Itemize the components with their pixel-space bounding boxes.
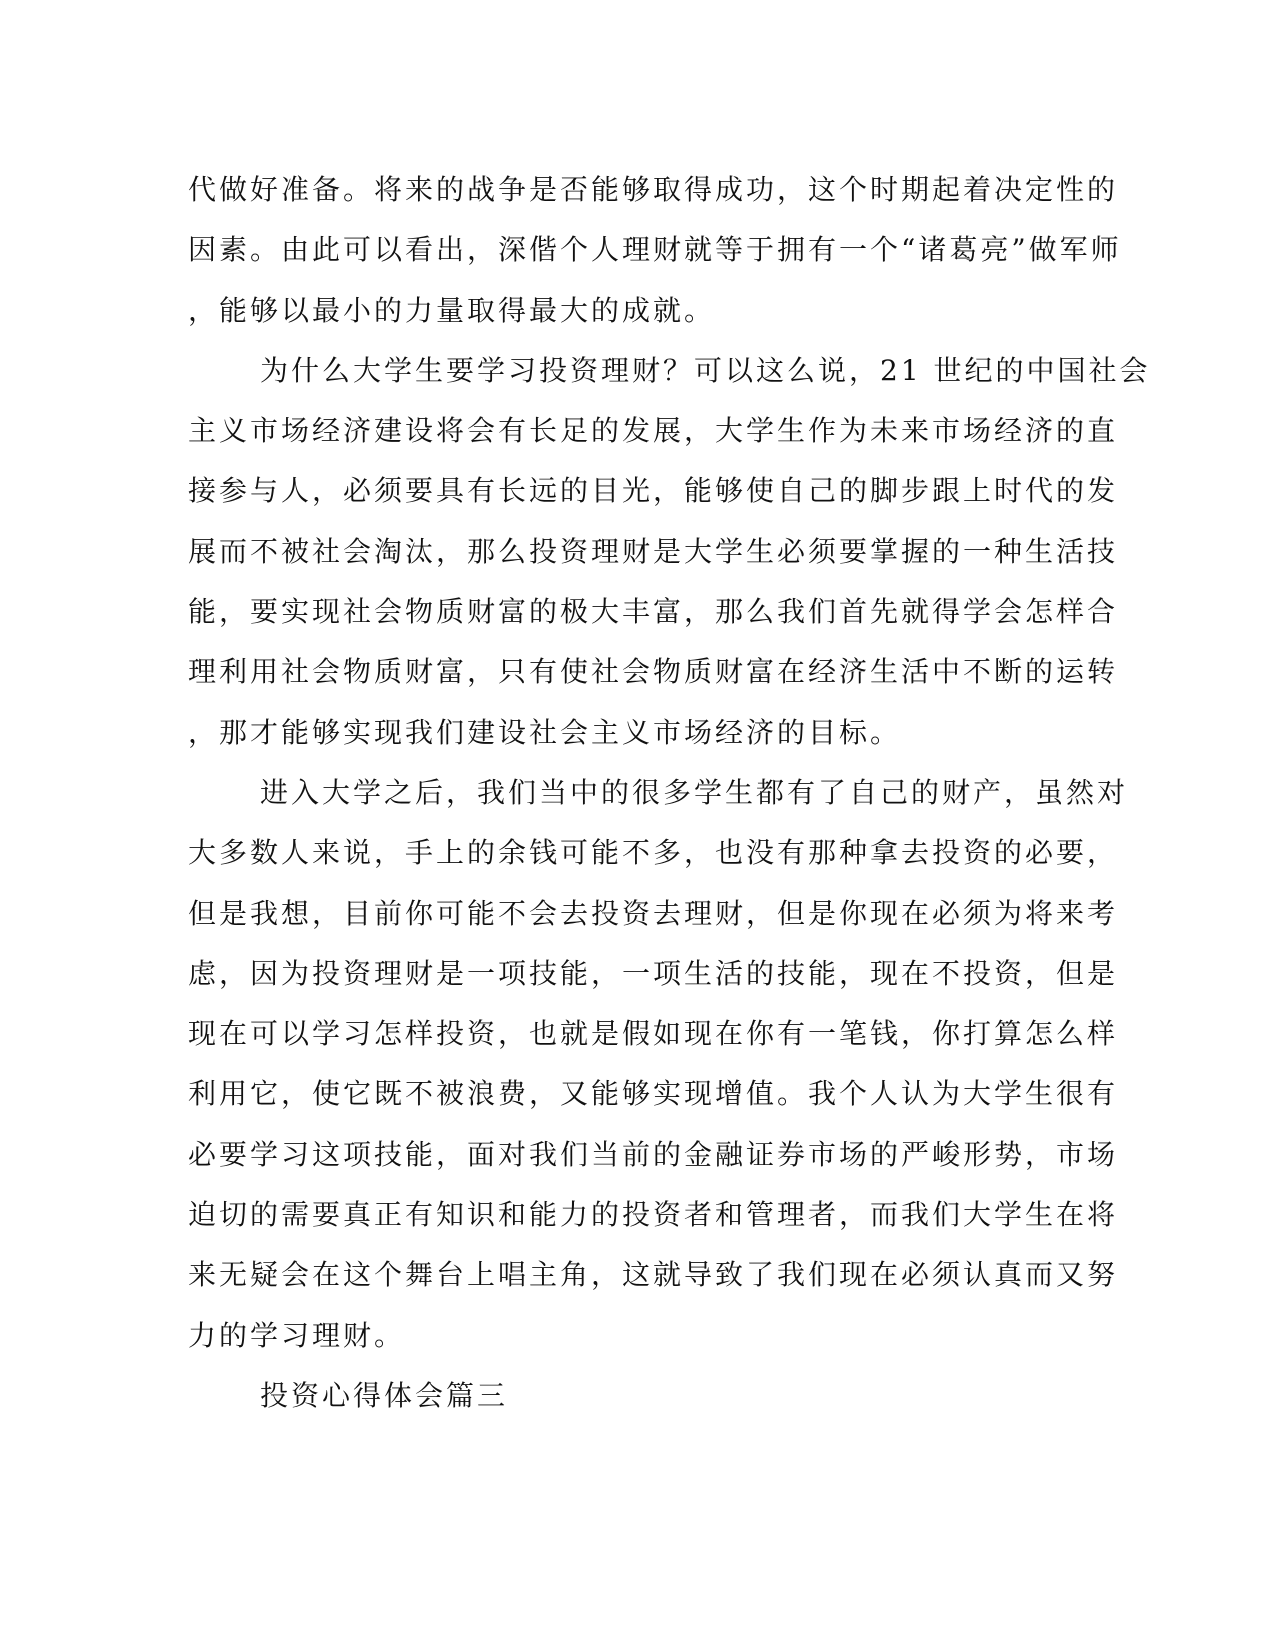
paragraph-why-students-invest: [188, 341, 1151, 763]
section-heading-text: 投资心得体会篇三: [260, 1378, 509, 1412]
text-line: 接参与人，必须要具有长远的目光，能够使自己的脚步跟上时代的发: [188, 474, 1119, 508]
text-line: 进入大学之后，我们当中的很多学生都有了自己的财产，虽然对: [260, 775, 1129, 809]
text-line: 理利用社会物质财富，只有使社会物质财富在经济生活中不断的运转: [188, 655, 1119, 689]
text-line: 来无疑会在这个舞台上唱主角，这就导致了我们现在必须认真而又努: [188, 1258, 1119, 1292]
text-line: 现在可以学习怎样投资，也就是假如现在你有一笔钱，你打算怎么样: [188, 1017, 1119, 1051]
text-line: 但是我想，目前你可能不会去投资去理财，但是你现在必须为将来考: [188, 896, 1119, 930]
text-line: ，能够以最小的力量取得最大的成就。: [188, 293, 716, 327]
document-body: [188, 160, 1151, 1426]
text-line: 因素。由此可以看出，深偕个人理财就等于拥有一个“诸葛亮”做军师: [188, 233, 1122, 267]
text-line: 主义市场经济建设将会有长足的发展，大学生作为未来市场经济的直: [188, 414, 1119, 448]
text-line: 代做好准备。将来的战争是否能够取得成功，这个时期起着决定性的: [188, 173, 1119, 206]
paragraph-continuation: [188, 160, 1122, 341]
text-line: 利用它，使它既不被浪费，又能够实现增值。我个人认为大学生很有: [188, 1077, 1119, 1111]
text-line: 迫切的需要真正有知识和能力的投资者和管理者，而我们大学生在将: [188, 1198, 1119, 1232]
text-line: ，那才能够实现我们建设社会主义市场经济的目标。: [188, 715, 902, 749]
text-line: 为什么大学生要学习投资理财？可以这么说，21 世纪的中国社会: [260, 353, 1151, 387]
text-line: 展而不被社会淘汰，那么投资理财是大学生必须要掌握的一种生活技: [188, 534, 1119, 568]
section-heading: [188, 1366, 1088, 1426]
text-line: 力的学习理财。: [188, 1318, 406, 1352]
text-line: 大多数人来说，手上的余钱可能不多，也没有那种拿去投资的必要，: [188, 836, 1119, 870]
text-line: 能，要实现社会物质财富的极大丰富，那么我们首先就得学会怎样合: [188, 595, 1119, 629]
text-line: 必要学习这项技能，面对我们当前的金融证券市场的严峻形势，市场: [188, 1137, 1119, 1171]
text-line: 虑，因为投资理财是一项技能，一项生活的技能，现在不投资，但是: [188, 956, 1119, 990]
paragraph-after-entering-university: [188, 763, 1129, 1366]
